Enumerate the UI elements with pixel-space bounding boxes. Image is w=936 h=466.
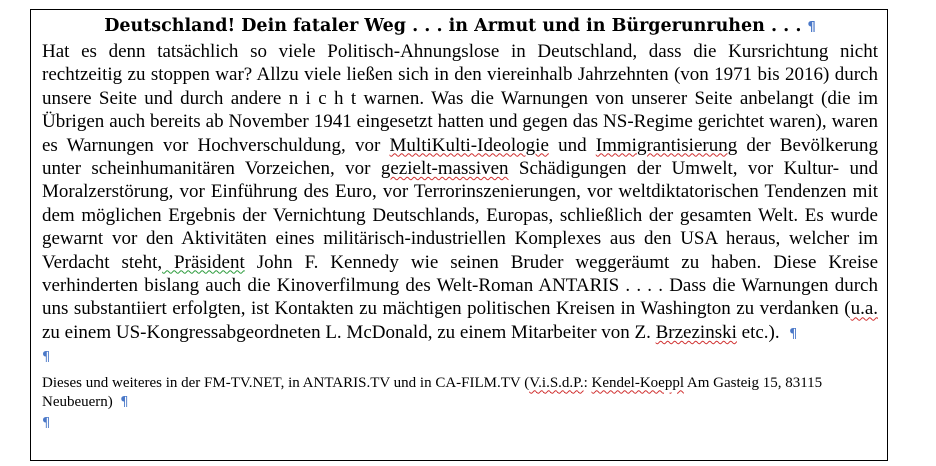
paragraph-mark-icon: ¶	[807, 20, 816, 35]
document-content[interactable]	[42, 14, 878, 434]
body-text: etc.).	[736, 321, 780, 343]
body-text: zu einem US-Kongressabgeordneten L. McDonald, zu einem Mitarbeiter von Z.	[42, 321, 656, 343]
footer-paragraph	[42, 374, 878, 412]
title-text: Deutschland! Dein fataler Weg . . . in Armut und in Bürgerunruhen . . .	[104, 16, 802, 36]
document-page[interactable]	[30, 9, 888, 461]
spelling-error-word: u.a.	[850, 298, 878, 320]
paragraph-mark-icon: ¶	[42, 416, 51, 432]
body-text: John F. Kennedy wie seinen Bruder weggeräumt zu haben. Diese Kreise verhinderten bislang auch die Kinoverfilmung des Welt-Roman ANTARIS . . . . Dass die Warnungen durch uns substantiiert erfolgten, ist Kontakten zu mächtigen politischen Kreisen in Washington zu verdanken (	[42, 251, 879, 320]
body-text: und	[548, 134, 596, 156]
body-text: Schädigungen der Umwelt, vor Kultur- und Moralzerstörung, vor Einführung des Euro, vor Terrorinszenierungen, vor weltdiktatorischen Tendenzen mit dem möglichen Ergebnis der Vernichtung Deutschlands, Europas, schließlich der gesamten Welt. Es wurde gewarnt vor den Aktivitäten eines militärisch-industriellen Komplexes aus den USA heraus, welcher im Verdacht steht,	[42, 158, 878, 273]
footer-text: Dieses und weiteres in der FM-TV.NET, in ANTARIS.TV und in CA-FILM.TV (	[42, 375, 530, 392]
grammar-flag-word: Präsident	[162, 251, 245, 273]
document-title	[42, 14, 878, 40]
empty-paragraph	[42, 412, 878, 434]
paragraph-mark-icon: ¶	[42, 350, 51, 366]
empty-paragraph	[42, 346, 878, 368]
spelling-error-word: V.i.S.d.P.	[529, 375, 584, 392]
spelling-error-word: Brzezinski	[655, 321, 737, 343]
body-paragraph	[42, 40, 878, 346]
spelling-error-word: Kendel-Koeppl	[591, 375, 684, 392]
spelling-error-word: gezielt-massiven	[380, 158, 509, 180]
paragraph-mark-icon: ¶	[789, 326, 798, 342]
spelling-error-word: Immigrantisierung	[595, 134, 738, 156]
body-text: der Bevölkerung unter scheinhumanitären Vorzeichen, vor	[42, 134, 879, 180]
footer-text: :	[583, 375, 592, 392]
paragraph-mark-icon: ¶	[120, 395, 129, 411]
footer-text: Am Gasteig 15, 83115 Neubeuern)	[42, 375, 823, 411]
spelling-error-word: MultiKulti-Ideologie	[389, 134, 549, 156]
body-text: Hat es denn tatsächlich so viele Politisch-Ahnungslose in Deutschland, dass die Kursrichtung nicht rechtzeitig zu stoppen war? Allzu viele ließen sich in den viereinhalb Jahrzehnten (von 1971 bis 2016) durch unsere Seite und durch andere n i c h t warnen. Was die Warnungen von unserer Seite anbelangt (die im Übrigen auch bereits ab November 1941 eingesetzt hatten und gegen das NS-Regime gerichtet waren), waren es Warnungen vor Hochverschuldung, vor	[42, 41, 878, 156]
